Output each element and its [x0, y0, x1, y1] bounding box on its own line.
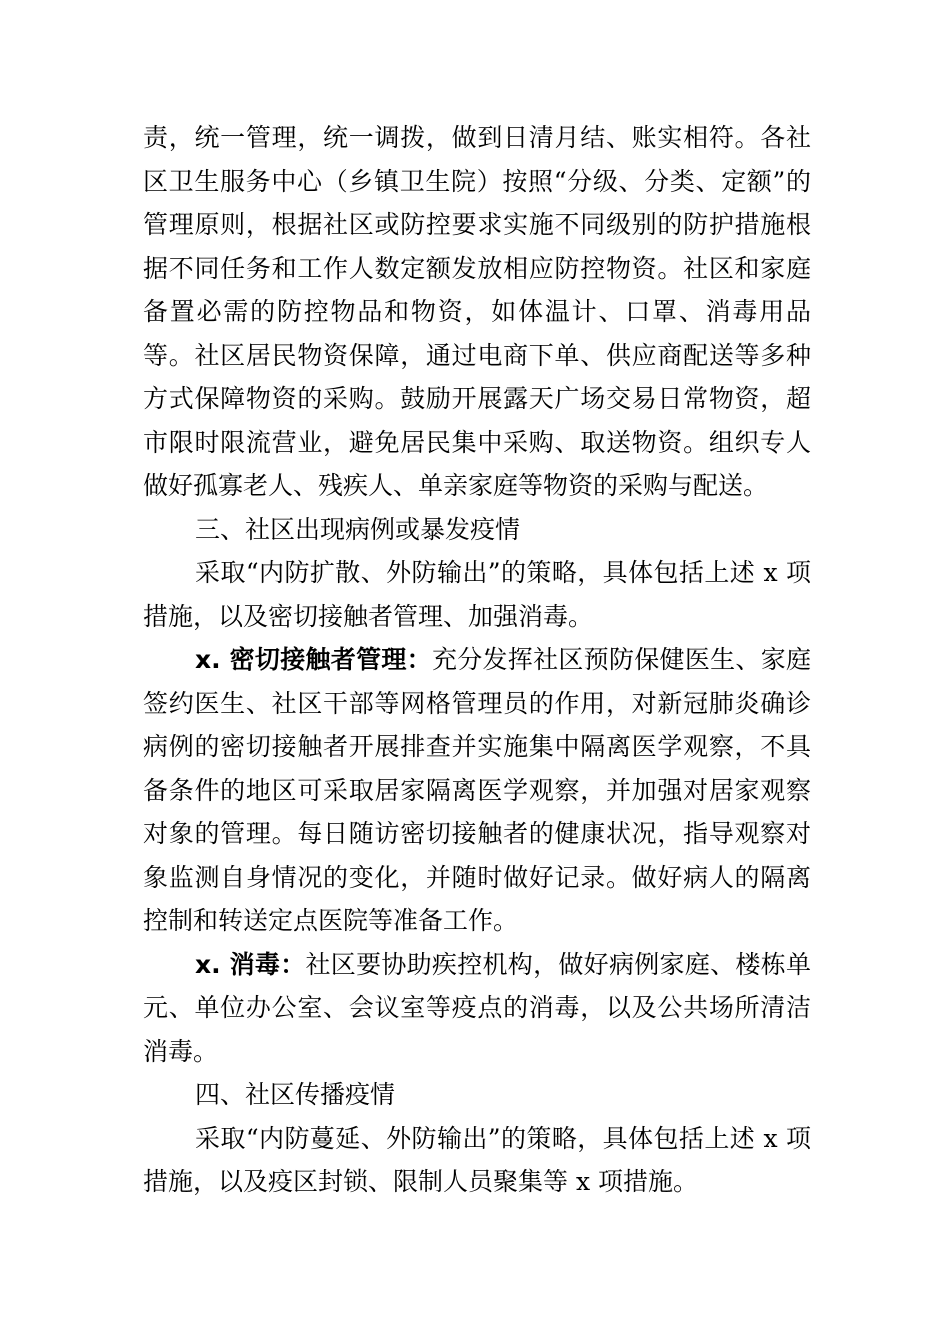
section-heading-4: 四、社区传播疫情 [195, 1080, 396, 1109]
item-disinfection-label: x. 消毒： [195, 949, 306, 979]
document-body [143, 116, 811, 1204]
paragraph-section-4-intro: 采取“内防蔓延、外防输出”的策略，具体包括上述 x 项措施，以及疫区封锁、限制人员聚集等 x 项措施。 [143, 1123, 811, 1196]
item-close-contacts [143, 638, 811, 943]
item-disinfection [143, 943, 811, 1074]
section-heading-3: 三、社区出现病例或暴发疫情 [195, 514, 521, 544]
paragraph-supplies: 责，统一管理，统一调拨，做到日清月结、账实相符。各社区卫生服务中心（乡镇卫生院）按照“分级、分类、定额”的管理原则，根据社区或防控要求实施不同级别的防护措施根据不同任务和工作人数定额发放相应防控物资。社区和家庭备置必需的防控物品和物资，如体温计、口罩、消毒用品等。社区居民物资保障，通过电商下单、供应商配送等多种方式保障物资的采购。鼓励开展露天广场交易日常物资，超市限时限流营业，避免居民集中采购、取送物资。组织专人做好孤寡老人、残疾人、单亲家庭等物资的采购与配送。 [143, 123, 811, 500]
item-close-contacts-label: x. 密切接触者管理： [195, 645, 432, 674]
item-disinfection-text: 社区要协助疾控机构，做好病例家庭、楼栋单元、单位办公室、会议室等疫点的消毒，以及公共场所清洁消毒。 [143, 949, 811, 1066]
item-close-contacts-text: 充分发挥社区预防保健医生、家庭签约医生、社区干部等网格管理员的作用，对新冠肺炎确诊病例的密切接触者开展排查并实施集中隔离医学观察，不具备条件的地区可采取居家隔离医学观察，并加强对居家观察对象的管理。每日随访密切接触者的健康状况，指导观察对象监测自身情况的变化，并随时做好记录。做好病人的隔离控制和转送定点医院等准备工作。 [143, 645, 811, 935]
paragraph-section-3-intro: 采取“内防扩散、外防输出”的策略，具体包括上述 x 项措施，以及密切接触者管理、加强消毒。 [143, 558, 811, 631]
